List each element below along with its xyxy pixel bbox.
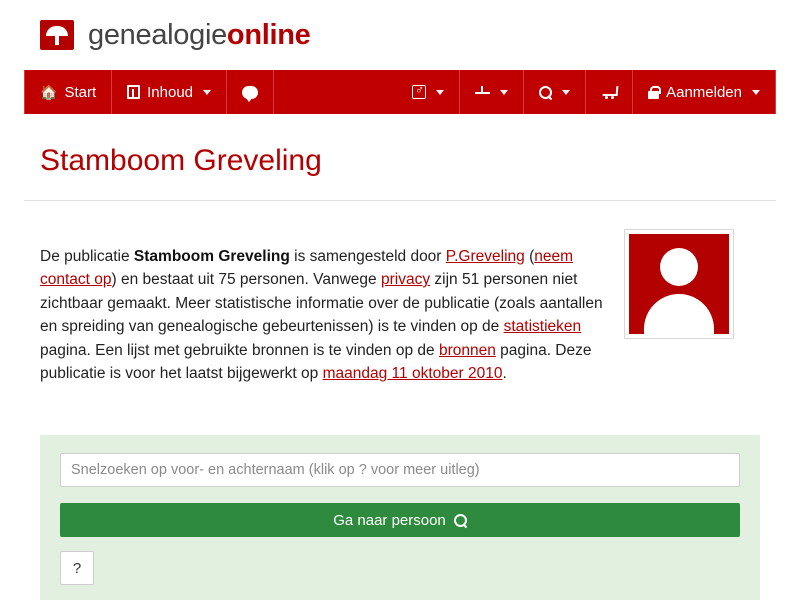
home-icon — [40, 85, 57, 99]
nav-item-search[interactable] — [524, 70, 586, 114]
nav-item-sitemap[interactable] — [460, 70, 524, 114]
nav-label-start: Start — [64, 83, 97, 101]
intro-part7: pagina. Deze publicatie is voor het laatst bijgewerkt op — [40, 341, 592, 383]
nav-item-start[interactable] — [24, 70, 112, 114]
intro-part3: ( — [524, 247, 535, 265]
intro-part1: De publicatie — [40, 247, 134, 265]
book-icon — [127, 85, 140, 99]
publication-description — [24, 245, 624, 386]
publication-name: Stamboom Greveling — [133, 247, 290, 265]
shopping-cart-icon — [601, 85, 617, 99]
intro-section — [24, 229, 776, 401]
main-navigation — [24, 70, 776, 114]
brand-name-bold: online — [226, 18, 311, 51]
intro-part6: pagina. Een lijst met gebruikte bronnen is te vinden op de — [40, 341, 439, 359]
intro-part2: is samengesteld door — [289, 247, 446, 265]
chat-bubble-icon — [242, 86, 258, 99]
lock-icon — [648, 86, 659, 99]
go-to-person-label: Ga naar persoon — [333, 511, 446, 529]
nav-item-persons[interactable] — [397, 70, 460, 114]
chevron-down-icon — [562, 90, 570, 95]
nav-item-messages[interactable] — [227, 70, 274, 114]
title-divider — [24, 200, 776, 201]
person-card-icon — [412, 85, 426, 99]
sitemap-icon — [475, 86, 490, 99]
intro-part4: ) en bestaat uit 75 personen. Vanwege — [111, 271, 381, 289]
nav-label-aanmelden: Aanmelden — [666, 83, 742, 101]
chevron-down-icon — [500, 90, 508, 95]
search-icon — [454, 514, 467, 527]
red-mushroom-logo-icon — [40, 20, 74, 50]
brand-name-plain: genealogie — [88, 18, 227, 51]
last-updated-link[interactable]: maandag 11 oktober 2010 — [322, 365, 503, 383]
nav-spacer — [274, 70, 397, 114]
nav-item-cart[interactable] — [586, 70, 633, 114]
avatar-frame — [624, 229, 734, 339]
author-link[interactable]: P.Greveling — [445, 247, 525, 265]
sources-link[interactable]: bronnen — [438, 341, 496, 359]
go-to-person-button[interactable] — [60, 503, 740, 537]
nav-label-inhoud: Inhoud — [147, 83, 194, 101]
chevron-down-icon — [752, 90, 760, 95]
chevron-down-icon — [203, 90, 211, 95]
intro-part8: . — [502, 365, 507, 383]
contact-link[interactable]: neem contact op — [40, 247, 574, 289]
search-input[interactable] — [60, 453, 740, 487]
help-button[interactable]: ? — [60, 551, 94, 585]
quick-search-panel — [40, 435, 760, 600]
page-title: Stamboom Greveling — [40, 144, 322, 177]
nav-item-aanmelden[interactable] — [633, 70, 776, 114]
brand-header — [0, 0, 800, 70]
privacy-link[interactable]: privacy — [380, 271, 431, 289]
person-silhouette-avatar — [629, 234, 729, 334]
chevron-down-icon — [436, 90, 444, 95]
brand-title[interactable] — [88, 19, 311, 52]
nav-item-inhoud[interactable] — [112, 70, 227, 114]
statistics-link[interactable]: statistieken — [503, 318, 582, 336]
search-icon — [539, 86, 552, 99]
intro-part5: zijn 51 personen niet zichtbaar gemaakt. Meer statistische informatie over de publicatie (zoals aantallen en spreiding van genealogische gebeurtenissen) is te vinden op de — [40, 271, 603, 336]
